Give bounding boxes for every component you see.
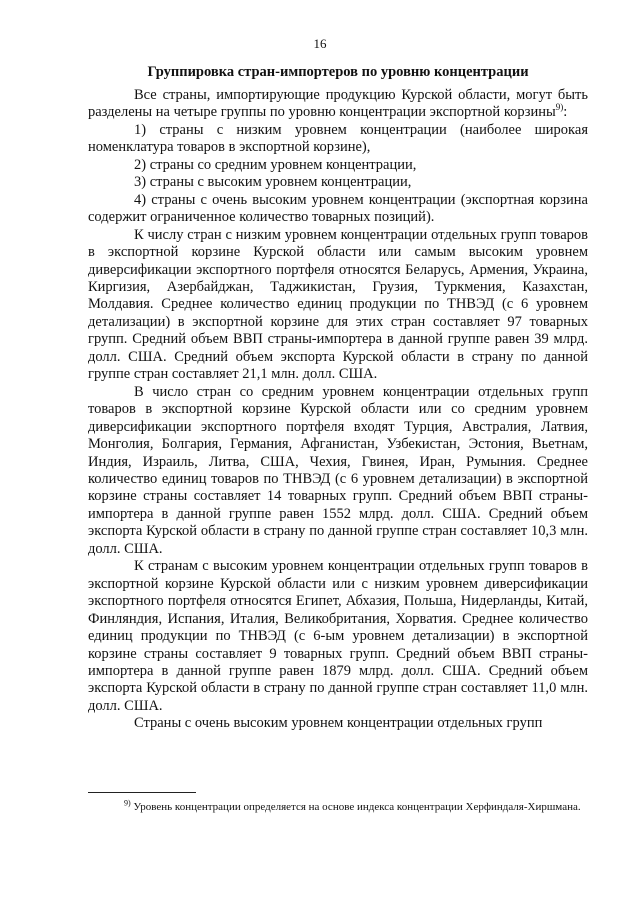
- page-number: 16: [313, 36, 327, 51]
- footnote: [88, 800, 588, 815]
- body-text: [88, 87, 588, 733]
- paragraph-very-high-concentration: Страны с очень высоким уровнем концентрации отдельных групп: [134, 715, 543, 732]
- intro-end: :: [563, 104, 568, 121]
- footnote-mark: 9): [124, 798, 131, 808]
- list-item-2: 2) страны со средним уровнем концентрации,: [134, 156, 417, 173]
- footnote-reference: 9): [555, 102, 564, 113]
- paragraph-medium-concentration: В число стран со средним уровнем концентрации отдельных групп товаров в экспортной корзине Курской области или со средним уровнем диверсификации экспортного портфеля входят Турция, Австралия, Латвия, Монголия, Болгария, Германия, Афганистан, Узбекистан, Эстония, Вьетнам, Индия, Израиль, Литва, США, Чехия, Гвинея, Иран, Румыния. Среднее количество единиц товаров по ТНВЭД (с 6 уровнем детализации) в экспортной корзине страны составляет 14 товарных групп. Средний объем ВВП страны-импортера в данной группе равен 1552 млрд. долл. США. Средний объем экспорта Курской области в страну по данной группе стран составляет 10,3 млн. долл. США.: [88, 383, 588, 557]
- paragraph-intro: [88, 87, 588, 122]
- footnote-divider: [88, 792, 196, 793]
- list-item-3: 3) страны с высоким уровнем концентрации,: [134, 174, 412, 191]
- footnote-text: Уровень концентрации определяется на основе индекса концентрации Херфиндаля-Хиршмана.: [130, 801, 581, 813]
- list-item-4: 4) страны с очень высоким уровнем концентрации (экспортная корзина содержит ограниченное количество товарных позиций).: [88, 191, 588, 226]
- intro-text: Все страны, импортирующие продукцию Курской области, могут быть разделены на четыре группы по уровню концентрации экспортной корзины: [88, 87, 588, 121]
- paragraph-low-concentration: К числу стран с низким уровнем концентрации отдельных групп товаров в экспортной корзине Курской области или самым высоким уровнем диверсификации экспортного портфеля относятся Беларусь, Армения, Украина, Киргизия, Азербайджан, Таджикистан, Грузия, Туркмения, Казахстан, Молдавия. Среднее количество единиц продукции по ТНВЭД (с 6 уровнем детализации) в экспортной корзине для этих стран составляет 97 товарных групп. Средний объем ВВП страны-импортера в данной группе равен 39 млрд. долл. США. Средний объем экспорта Курской области в страну по данной группе стран составляет 21,1 млн. долл. США.: [88, 226, 588, 383]
- section-heading: Группировка стран-импортеров по уровню концентрации: [147, 64, 529, 80]
- paragraph-high-concentration: К странам с высоким уровнем концентрации отдельных групп товаров в экспортной корзине Курской области или с низким уровнем диверсификации экспортного портфеля относятся Египет, Абхазия, Польша, Нидерланды, Китай, Финляндия, Испания, Италия, Великобритания, Хорватия. Среднее количество единиц продукции по ТНВЭД (с 6-ым уровнем детализации) в экспортной корзине страны составляет 9 товарных групп. Средний объем ВВП страны-импортера в данной группе равен 1879 млрд. долл. США. Средний объем экспорта Курской области в страну по данной группе стран составляет 11,0 млн. долл. США.: [88, 558, 588, 714]
- list-item-1: 1) страны с низким уровнем концентрации (наиболее широкая номенклатура товаров в экспортной корзине),: [88, 121, 588, 156]
